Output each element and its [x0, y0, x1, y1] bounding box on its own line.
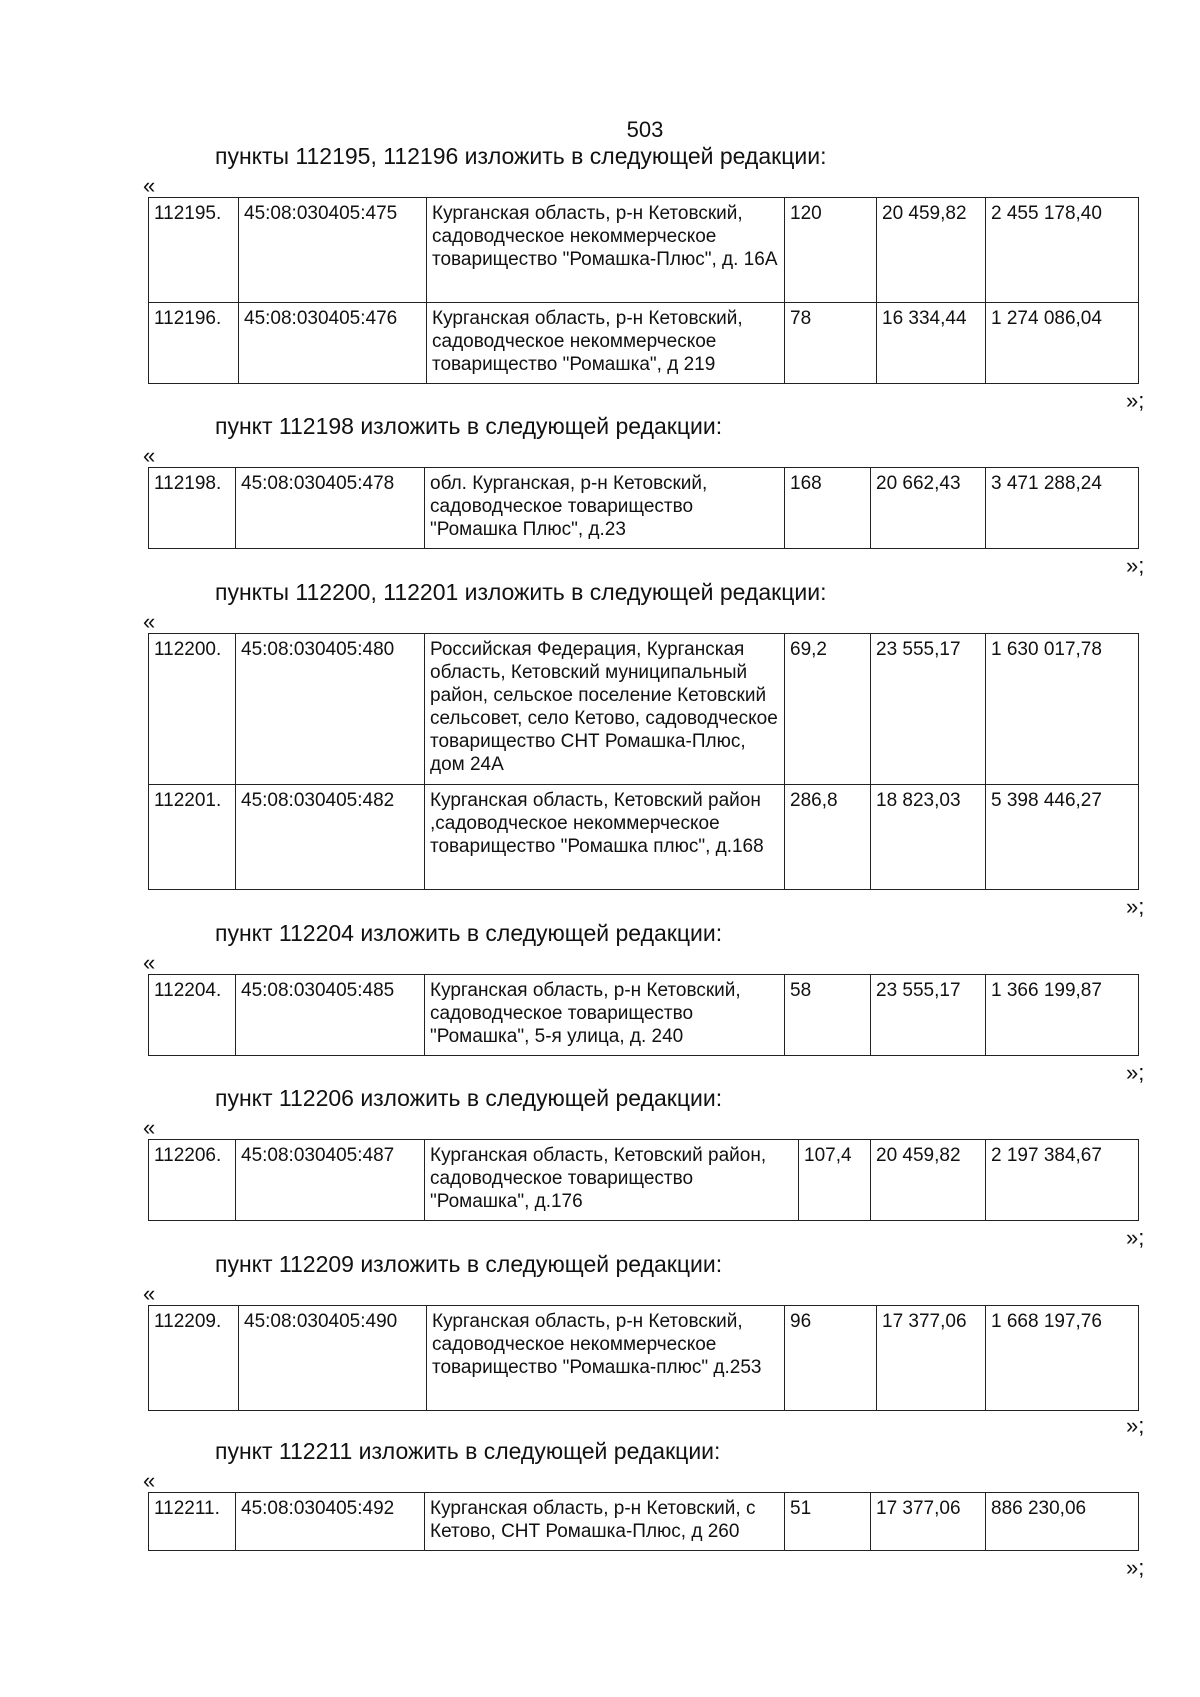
cadastral-number: 45:08:030405:480: [236, 634, 425, 785]
section-heading: пункты 112200, 112201 изложить в следующей редакции:: [215, 579, 827, 605]
close-quote: »;: [1126, 1555, 1145, 1580]
table-row: [149, 468, 1139, 549]
rate: 23 555,17: [871, 634, 986, 785]
cadastral-value: 886 230,06: [986, 1493, 1139, 1551]
area: 107,4: [799, 1140, 871, 1221]
cadastral-number: 45:08:030405:487: [236, 1140, 425, 1221]
cadastral-value: 1 630 017,78: [986, 634, 1139, 785]
open-quote: «: [143, 1468, 156, 1493]
open-quote: «: [143, 950, 156, 975]
area: 78: [785, 303, 877, 384]
table-row: [149, 1493, 1139, 1551]
cadastral-value: 2 197 384,67: [986, 1140, 1139, 1221]
amendment-table: [148, 467, 1139, 549]
area: 58: [785, 975, 871, 1056]
amendment-table: [148, 1139, 1139, 1221]
cadastral-number: 45:08:030405:492: [236, 1493, 425, 1551]
item-number: 112204.: [149, 975, 236, 1056]
area: 120: [785, 198, 877, 303]
rate: 18 823,03: [871, 785, 986, 890]
rate: 20 459,82: [877, 198, 986, 303]
close-quote: »;: [1126, 1225, 1145, 1250]
item-number: 112200.: [149, 634, 236, 785]
item-number: 112196.: [149, 303, 239, 384]
page-number: 503: [626, 117, 664, 142]
open-quote: «: [143, 443, 156, 468]
table-row: [149, 1306, 1139, 1411]
amendment-table: [148, 1305, 1139, 1411]
open-quote: «: [143, 609, 156, 634]
rate: 20 662,43: [871, 468, 986, 549]
section-heading: пункт 112209 изложить в следующей редакции:: [215, 1251, 723, 1277]
item-number: 112209.: [149, 1306, 239, 1411]
rate: 17 377,06: [877, 1306, 986, 1411]
cadastral-value: 1 366 199,87: [986, 975, 1139, 1056]
item-number: 112198.: [149, 468, 236, 549]
section-heading: пункт 112204 изложить в следующей редакции:: [215, 920, 723, 946]
address: Курганская область, Кетовский район ,садоводческое некоммерческое товарищество "Ромашка плюс", д.168: [425, 785, 785, 890]
rate: 20 459,82: [871, 1140, 986, 1221]
cadastral-value: 1 274 086,04: [986, 303, 1139, 384]
address: Курганская область, р-н Кетовский, садоводческое товарищество "Ромашка", 5-я улица, д. 240: [425, 975, 785, 1056]
cadastral-number: 45:08:030405:476: [239, 303, 427, 384]
address: Курганская область, р-н Кетовский, садоводческое некоммерческое товарищество "Ромашка-плюс" д.253: [427, 1306, 785, 1411]
open-quote: «: [143, 1281, 156, 1306]
item-number: 112195.: [149, 198, 239, 303]
table-row: [149, 785, 1139, 890]
address: Курганская область, р-н Кетовский, садоводческое некоммерческое товарищество "Ромашка-Плюс", д. 16А: [427, 198, 785, 303]
item-number: 112201.: [149, 785, 236, 890]
address: Курганская область, Кетовский район, садоводческое товарищество "Ромашка", д.176: [425, 1140, 799, 1221]
amendment-table: [148, 197, 1139, 384]
close-quote: »;: [1126, 1060, 1145, 1085]
open-quote: «: [143, 173, 156, 198]
section-heading: пункт 112206 изложить в следующей редакции:: [215, 1085, 723, 1111]
cadastral-number: 45:08:030405:478: [236, 468, 425, 549]
area: 69,2: [785, 634, 871, 785]
close-quote: »;: [1126, 553, 1145, 578]
area: 168: [785, 468, 871, 549]
cadastral-value: 2 455 178,40: [986, 198, 1139, 303]
cadastral-number: 45:08:030405:482: [236, 785, 425, 890]
cadastral-value: 1 668 197,76: [986, 1306, 1139, 1411]
close-quote: »;: [1126, 388, 1145, 413]
address: Российская Федерация, Курганская область, Кетовский муниципальный район, сельское поселение Кетовский сельсовет, село Кетово, садоводческое товарищество СНТ Ромашка-Плюс, дом 24А: [425, 634, 785, 785]
area: 51: [785, 1493, 871, 1551]
section-heading: пункт 112211 изложить в следующей редакции:: [215, 1438, 721, 1464]
amendment-table: [148, 974, 1139, 1056]
section-heading: пункты 112195, 112196 изложить в следующей редакции:: [215, 143, 827, 169]
rate: 23 555,17: [871, 975, 986, 1056]
close-quote: »;: [1126, 1413, 1145, 1438]
cadastral-number: 45:08:030405:475: [239, 198, 427, 303]
table-row: [149, 1140, 1139, 1221]
address: Курганская область, р-н Кетовский, садоводческое некоммерческое товарищество "Ромашка", д 219: [427, 303, 785, 384]
cadastral-number: 45:08:030405:485: [236, 975, 425, 1056]
cadastral-number: 45:08:030405:490: [239, 1306, 427, 1411]
table-row: [149, 634, 1139, 785]
area: 96: [785, 1306, 877, 1411]
rate: 16 334,44: [877, 303, 986, 384]
cadastral-value: 5 398 446,27: [986, 785, 1139, 890]
table-row: [149, 975, 1139, 1056]
close-quote: »;: [1126, 894, 1145, 919]
open-quote: «: [143, 1115, 156, 1140]
address: обл. Курганская, р-н Кетовский, садоводческое товарищество "Ромашка Плюс", д.23: [425, 468, 785, 549]
table-row: [149, 198, 1139, 303]
table-row: [149, 303, 1139, 384]
item-number: 112211.: [149, 1493, 236, 1551]
item-number: 112206.: [149, 1140, 236, 1221]
section-heading: пункт 112198 изложить в следующей редакции:: [215, 413, 723, 439]
area: 286,8: [785, 785, 871, 890]
amendment-table: [148, 633, 1139, 890]
rate: 17 377,06: [871, 1493, 986, 1551]
amendment-table: [148, 1492, 1139, 1551]
address: Курганская область, р-н Кетовский, с Кетово, СНТ Ромашка-Плюс, д 260: [425, 1493, 785, 1551]
cadastral-value: 3 471 288,24: [986, 468, 1139, 549]
